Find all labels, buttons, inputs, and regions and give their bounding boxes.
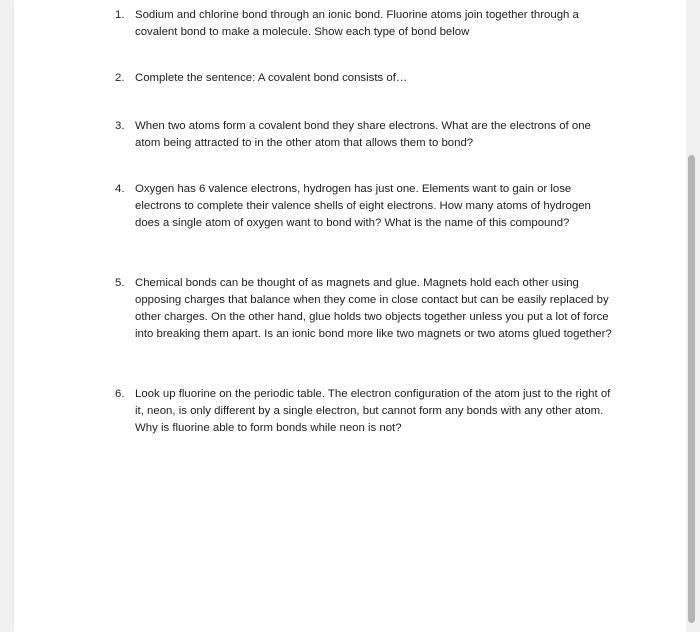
question-text: Look up fluorine on the periodic table. The electron configuration of the atom just to the right of it, neon, is only different by a single electron, but cannot form any bonds with any other atom. Why is fluorine able to form bonds while neon is not? [135, 388, 611, 434]
question-number: 2. [115, 72, 125, 84]
document-page [14, 0, 686, 632]
question-item [115, 70, 615, 87]
question-number: 3. [115, 120, 125, 132]
question-number: 5. [115, 277, 125, 289]
question-text: Sodium and chlorine bond through an ionic bond. Fluorine atoms join together through a covalent bond to make a molecule. Show each type of bond below [135, 9, 579, 38]
question-number: 6. [115, 388, 125, 400]
question-text: Complete the sentence: A covalent bond consists of… [135, 72, 408, 84]
question-item [115, 7, 615, 41]
scrollbar-thumb[interactable] [688, 155, 695, 623]
question-item [115, 118, 615, 152]
vertical-scrollbar[interactable] [686, 0, 700, 632]
question-item [115, 181, 615, 232]
question-number: 1. [115, 9, 125, 21]
question-item [115, 386, 615, 437]
question-text: Chemical bonds can be thought of as magnets and glue. Magnets hold each other using opposing charges that balance when they come in close contact but can be easily replaced by other charges. On the other hand, glue holds two objects together unless you put a lot of force into breaking them apart. Is an ionic bond more like two magnets or two atoms glued together? [135, 277, 612, 340]
question-number: 4. [115, 183, 125, 195]
question-text: When two atoms form a covalent bond they share electrons. What are the electrons of one atom being attracted to in the other atom that allows them to bond? [135, 120, 591, 149]
question-item [115, 275, 615, 343]
question-text: Oxygen has 6 valence electrons, hydrogen has just one. Elements want to gain or lose electrons to complete their valence shells of eight electrons. How many atoms of hydrogen does a single atom of oxygen want to bond with? What is the name of this compound? [135, 183, 591, 229]
